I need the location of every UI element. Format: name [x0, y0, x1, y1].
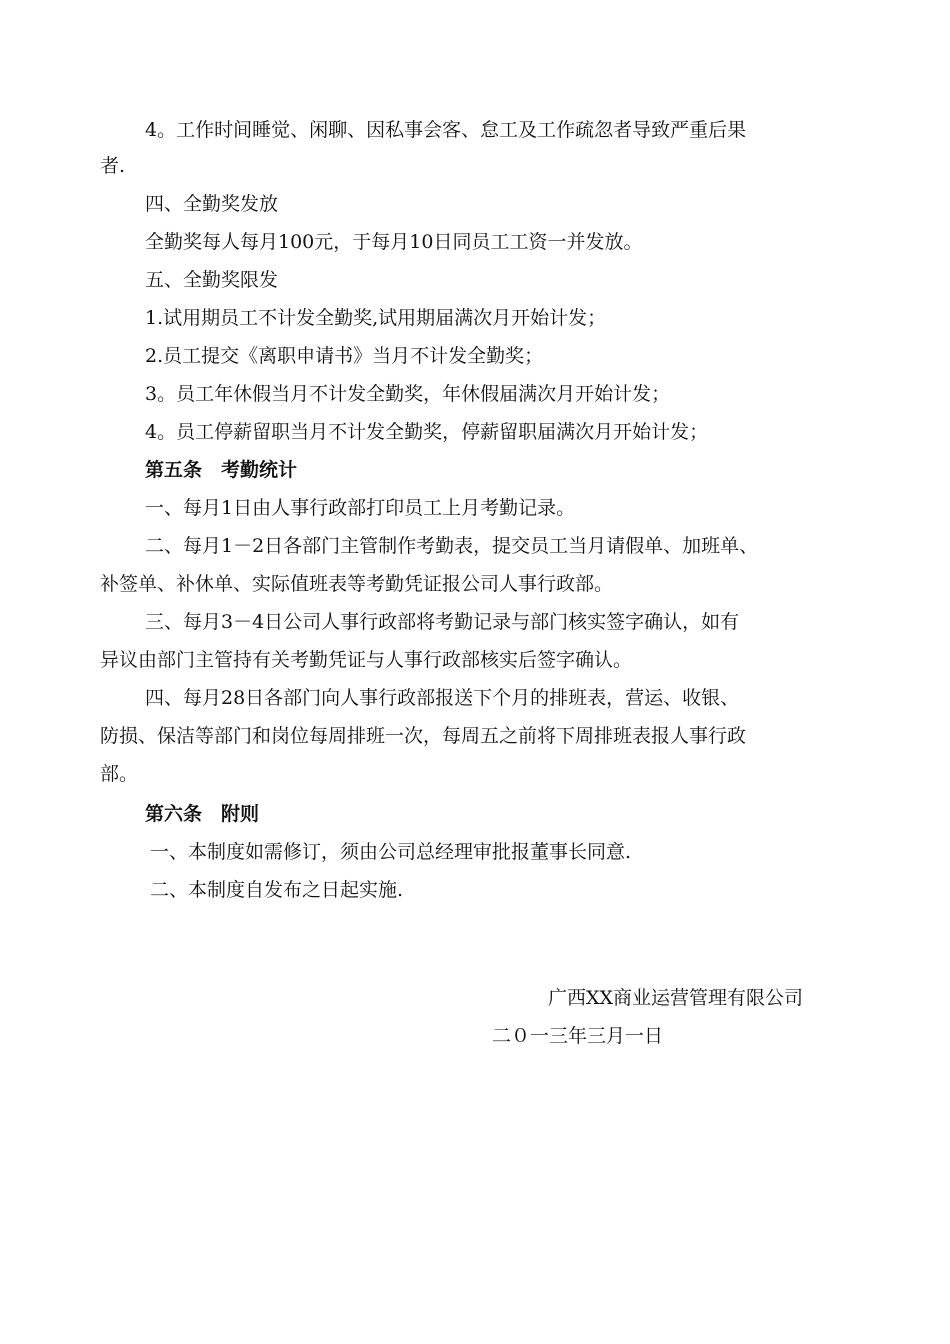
article-6-heading: 第六条 附则: [145, 803, 260, 825]
section-4-heading: 四、全勤奖发放: [145, 193, 279, 215]
section-5-heading: 五、全勤奖限发: [145, 269, 279, 291]
attendance-item-4-line-3: 部。: [100, 763, 139, 785]
attendance-item-1: 一、每月1日由人事行政部打印员工上月考勤记录。: [145, 497, 576, 519]
appendix-item-2: 二、本制度自发布之日起实施.: [150, 879, 404, 901]
attendance-item-2-line-1: 二、每月1－2日各部门主管制作考勤表，提交员工当月请假单、加班单、: [145, 535, 759, 557]
limit-item-1: 1.试用期员工不计发全勤奖,试用期届满次月开始计发；: [145, 307, 607, 329]
rule-item-4-line-1: 4。工作时间睡觉、闲聊、因私事会客、怠工及工作疏忽者导致严重后果: [145, 119, 747, 141]
company-name: 广西XX商业运营管理有限公司: [548, 987, 804, 1009]
article-5-heading: 第五条 考勤统计: [145, 459, 298, 481]
attendance-item-3-line-2: 异议由部门主管持有关考勤凭证与人事行政部核实后签字确认。: [100, 649, 633, 671]
limit-item-3: 3。员工年休假当月不计发全勤奖，年休假届满次月开始计发；: [145, 383, 671, 405]
rule-item-4-line-2: 者.: [100, 155, 126, 177]
section-4-body: 全勤奖每人每月100元，于每月10日同员工工资一并发放。: [145, 231, 643, 253]
attendance-item-2-line-2: 补签单、补休单、实际值班表等考勤凭证报公司人事行政部。: [100, 573, 614, 595]
limit-item-2: 2.员工提交《离职申请书》当月不计发全勤奖；: [145, 345, 544, 367]
issue-date: 二０一三年三月一日: [492, 1025, 664, 1047]
attendance-item-4-line-1: 四、每月28日各部门向人事行政部报送下个月的排班表，营运、收银、: [145, 687, 740, 709]
attendance-item-3-line-1: 三、每月3－4日公司人事行政部将考勤记录与部门核实签字确认，如有: [145, 611, 740, 633]
attendance-item-4-line-2: 防损、保洁等部门和岗位每周排班一次，每周五之前将下周排班表报人事行政: [100, 725, 747, 747]
limit-item-4: 4。员工停薪留职当月不计发全勤奖，停薪留职届满次月开始计发；: [145, 421, 709, 443]
appendix-item-1: 一、本制度如需修订，须由公司总经理审批报董事长同意.: [150, 841, 632, 863]
